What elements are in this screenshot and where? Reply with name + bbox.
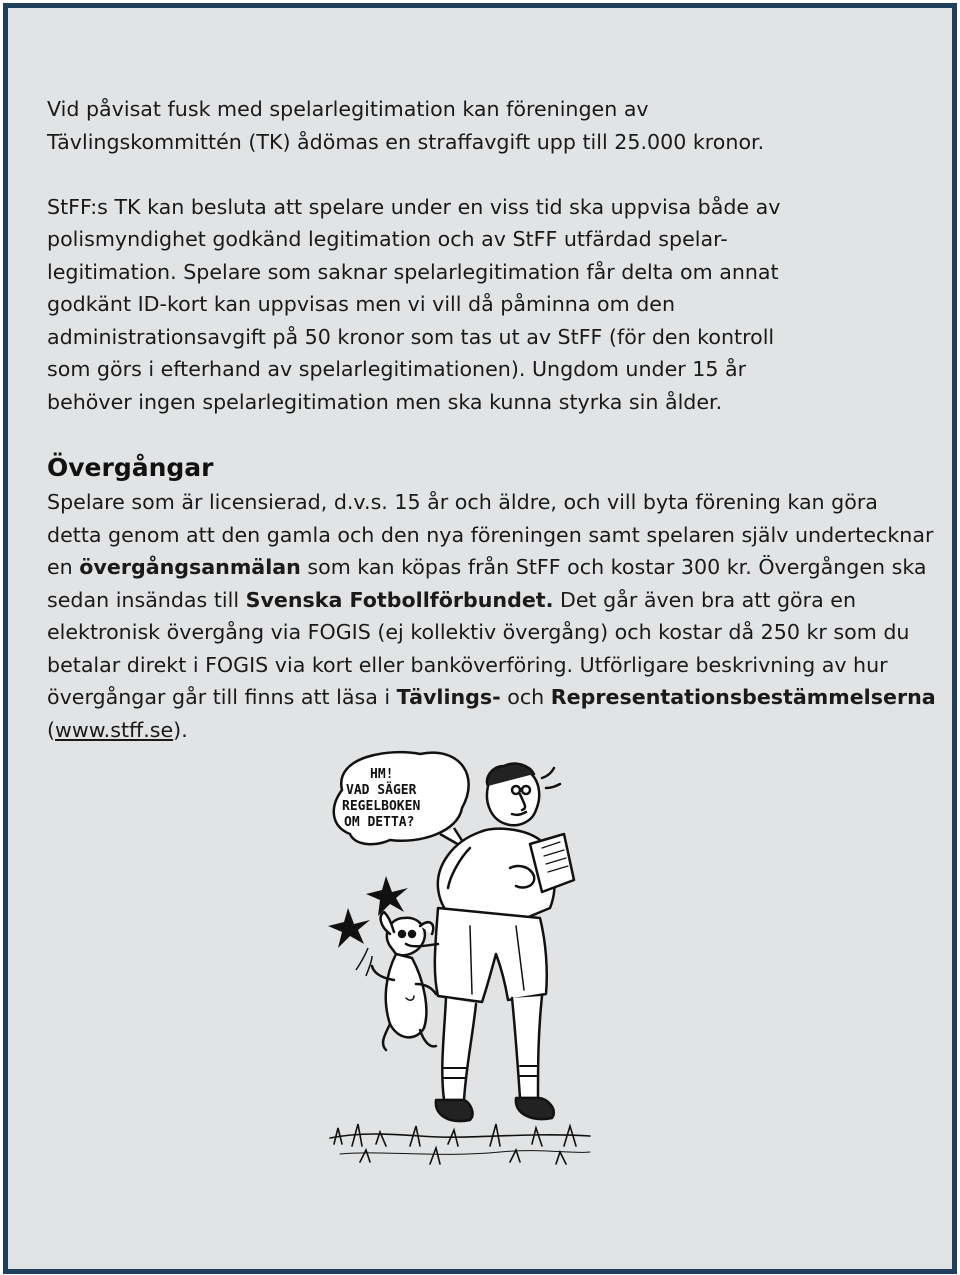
speech-line-2: VAD SÄGER: [346, 783, 417, 798]
grass: [330, 1124, 590, 1164]
paragraph-overgangar: [47, 486, 936, 746]
section-heading: Övergångar: [47, 453, 214, 482]
bold-term-overgangsanmalan: övergångsanmälan: [79, 555, 301, 579]
text-line: (www.stff.se).: [47, 717, 188, 742]
document-body: [47, 93, 936, 746]
text-line: behöver ingen spelarlegitimation men ska kunna styrka sin ålder.: [47, 389, 723, 414]
text-line: legitimation. Spelare som saknar spelarlegitimation får delta om annat: [47, 259, 779, 284]
speech-line-1: HM!: [370, 767, 394, 782]
speech-line-4: OM DETTA?: [344, 815, 415, 830]
text-line: övergångar går till finns att läsa i Tävlings- och Representationsbestämmelserna: [47, 685, 936, 709]
referee-dog-cartoon: [320, 748, 600, 1178]
bold-term-tavlings: Tävlings-: [396, 685, 501, 709]
text-line: StFF:s TK kan besluta att spelare under en viss tid ska uppvisa både av: [47, 194, 781, 219]
dog-figure: [372, 912, 438, 1050]
text-line: administrationsavgift på 50 kronor som tas ut av StFF (för den kontroll: [47, 324, 775, 349]
text-line: sedan insändas till Svenska Fotbollförbundet. Det går även bra att göra en: [47, 587, 856, 612]
paragraph-fusk: [47, 93, 917, 158]
text-line: Tävlingskommittén (TK) ådömas en straffavgift upp till 25.000 kronor.: [47, 129, 765, 154]
bold-term-svff: Svenska Fotbollförbundet.: [245, 587, 554, 612]
text-line: elektronisk övergång via FOGIS (ej kollektiv övergång) och kostar då 250 kr som du: [47, 620, 910, 644]
paragraph-legitimation: [47, 191, 917, 419]
text-line: detta genom att den gamla och den nya föreningen samt spelaren själv undertecknar: [47, 522, 934, 547]
text-line: polismyndighet godkänd legitimation och av StFF utfärdad spelar-: [47, 227, 728, 251]
stff-link[interactable]: www.stff.se: [55, 717, 174, 742]
text-line: betalar direkt i FOGIS via kort eller banköverföring. Utförligare beskrivning av hur: [47, 652, 888, 677]
bold-term-representation: Representationsbestämmelserna: [550, 685, 936, 709]
speech-line-3: REGELBOKEN: [342, 799, 421, 814]
text-line: godkänt ID-kort kan uppvisas men vi vill då påminna om den: [47, 292, 676, 316]
text-line: en övergångsanmälan som kan köpas från StFF och kostar 300 kr. Övergången ska: [47, 555, 927, 579]
speech-bubble: [334, 752, 469, 850]
text-line: Vid påvisat fusk med spelarlegitimation kan föreningen av: [47, 97, 649, 121]
text-line: Spelare som är licensierad, d.v.s. 15 år och äldre, och vill byta förening kan göra: [47, 490, 878, 514]
text-line: som görs i efterhand av spelarlegitimationen). Ungdom under 15 år: [47, 357, 747, 381]
